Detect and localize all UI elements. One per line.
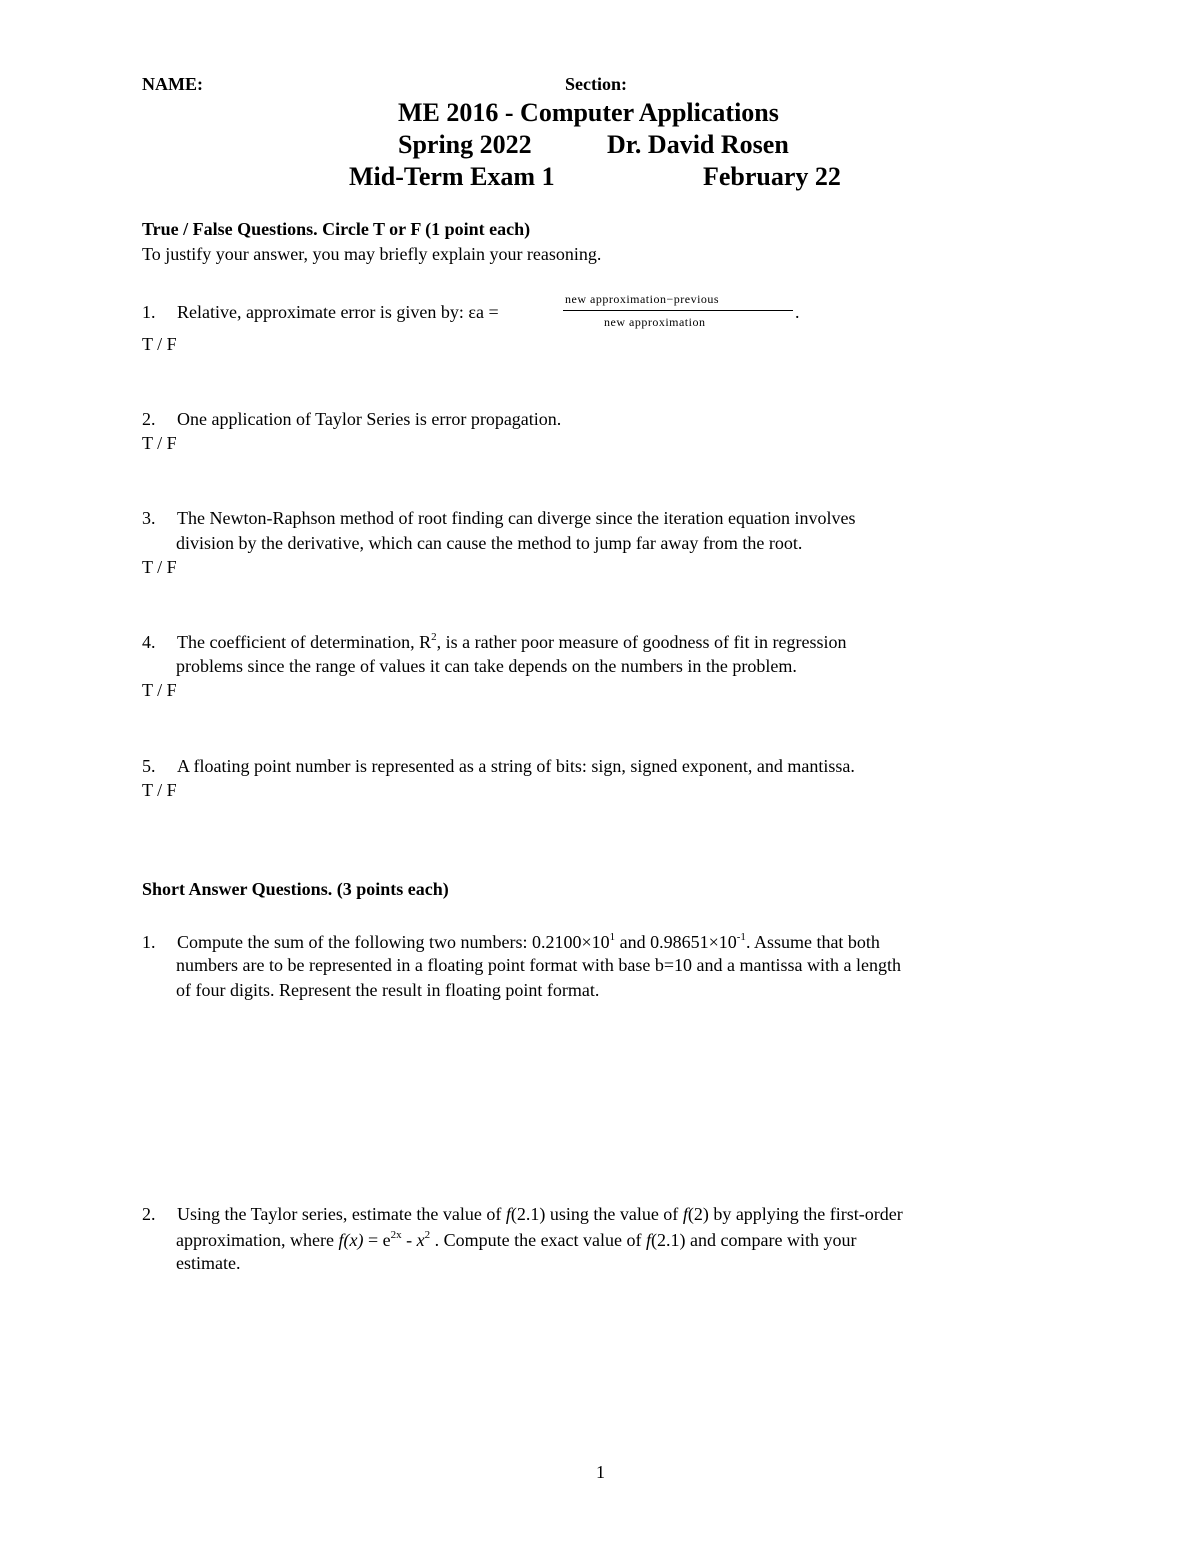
question-text-line-2: numbers are to be represented in a floating point format with base b=10 and a mantissa with a length bbox=[176, 955, 901, 975]
question-text: A floating point number is represented as a string of bits: sign, signed exponent, and mantissa. bbox=[177, 756, 855, 776]
question-number: 4. bbox=[142, 632, 156, 652]
function-symbol: f bbox=[646, 1230, 652, 1250]
question-text-line-2: division by the derivative, which can cause the method to jump far away from the root. bbox=[176, 533, 803, 553]
function-symbol: f bbox=[682, 1204, 688, 1224]
question-text: , is a rather poor measure of goodness of fit in regression bbox=[436, 632, 847, 652]
question-text-line-3: of four digits. Represent the result in floating point format. bbox=[176, 980, 600, 1000]
question-text: One application of Taylor Series is error propagation. bbox=[177, 409, 562, 429]
tf-answer-1[interactable]: T / F bbox=[142, 334, 177, 354]
relative-error-symbol: εa = bbox=[468, 302, 499, 322]
instructor: Dr. David Rosen bbox=[607, 130, 789, 159]
question-text: and 0.98651×10 bbox=[615, 932, 737, 952]
question-text: (2.1) and compare with your bbox=[651, 1230, 857, 1250]
sa-heading: Short Answer Questions. (3 points each) bbox=[142, 879, 449, 899]
course-title: ME 2016 - Computer Applications bbox=[398, 98, 779, 127]
exam-name: Mid-Term Exam 1 bbox=[349, 162, 555, 191]
formula-end: . bbox=[795, 302, 800, 322]
tf-question-5 bbox=[142, 756, 855, 777]
tf-question-1 bbox=[142, 302, 499, 323]
question-number: 3. bbox=[142, 508, 156, 528]
term: Spring 2022 bbox=[398, 130, 532, 159]
question-text-line-2 bbox=[176, 1229, 856, 1251]
question-text: Using the Taylor series, estimate the value of bbox=[177, 1204, 506, 1224]
question-number: 2. bbox=[142, 1204, 156, 1224]
sa-question-2 bbox=[142, 1204, 903, 1225]
question-text: Relative, approximate error is given by: bbox=[177, 302, 469, 322]
question-text: approximation, where bbox=[176, 1230, 339, 1250]
section-label: Section: bbox=[565, 74, 627, 94]
variable-symbol: x bbox=[416, 1230, 425, 1250]
sa-question-1 bbox=[142, 931, 880, 953]
tf-heading: True / False Questions. Circle T or F (1 point each) bbox=[142, 219, 531, 239]
tf-question-3 bbox=[142, 508, 856, 529]
tf-answer-2[interactable]: T / F bbox=[142, 433, 177, 453]
superscript: 2 bbox=[424, 1229, 431, 1241]
question-number: 1. bbox=[142, 302, 156, 322]
function-symbol: f bbox=[505, 1204, 511, 1224]
question-text-line-3: estimate. bbox=[176, 1253, 241, 1273]
question-text: (2.1) using the value of bbox=[510, 1204, 683, 1224]
superscript: 2 bbox=[431, 631, 437, 643]
superscript: 2x bbox=[390, 1229, 402, 1241]
superscript: -1 bbox=[736, 931, 746, 943]
formula-denominator: new approximation bbox=[604, 315, 706, 329]
question-text: Compute the sum of the following two numbers: 0.2100×10 bbox=[177, 932, 610, 952]
question-text: = e bbox=[363, 1230, 391, 1250]
function-symbol: f(x) bbox=[338, 1230, 364, 1250]
tf-question-2 bbox=[142, 409, 561, 430]
tf-answer-4[interactable]: T / F bbox=[142, 680, 177, 700]
question-number: 5. bbox=[142, 756, 156, 776]
fraction-bar bbox=[563, 310, 793, 311]
name-label: NAME: bbox=[142, 74, 203, 94]
question-text: (2) by applying the first-order bbox=[687, 1204, 903, 1224]
page-number: 1 bbox=[596, 1462, 605, 1482]
question-text: . Compute the exact value of bbox=[430, 1230, 647, 1250]
exam-date: February 22 bbox=[703, 162, 841, 191]
question-text: The coefficient of determination, R bbox=[177, 632, 432, 652]
tf-question-4 bbox=[142, 631, 846, 653]
question-text: The Newton-Raphson method of root finding can diverge since the iteration equation involves bbox=[177, 508, 856, 528]
formula-numerator: new approximation−previous bbox=[565, 292, 720, 306]
question-text-line-2: problems since the range of values it can take depends on the numbers in the problem. bbox=[176, 656, 797, 676]
question-number: 1. bbox=[142, 932, 156, 952]
question-number: 2. bbox=[142, 409, 156, 429]
superscript: 1 bbox=[609, 931, 616, 943]
tf-answer-5[interactable]: T / F bbox=[142, 780, 177, 800]
question-text: . Assume that both bbox=[745, 932, 880, 952]
tf-answer-3[interactable]: T / F bbox=[142, 557, 177, 577]
tf-instruction: To justify your answer, you may briefly explain your reasoning. bbox=[142, 244, 602, 264]
question-text: - bbox=[401, 1230, 417, 1250]
